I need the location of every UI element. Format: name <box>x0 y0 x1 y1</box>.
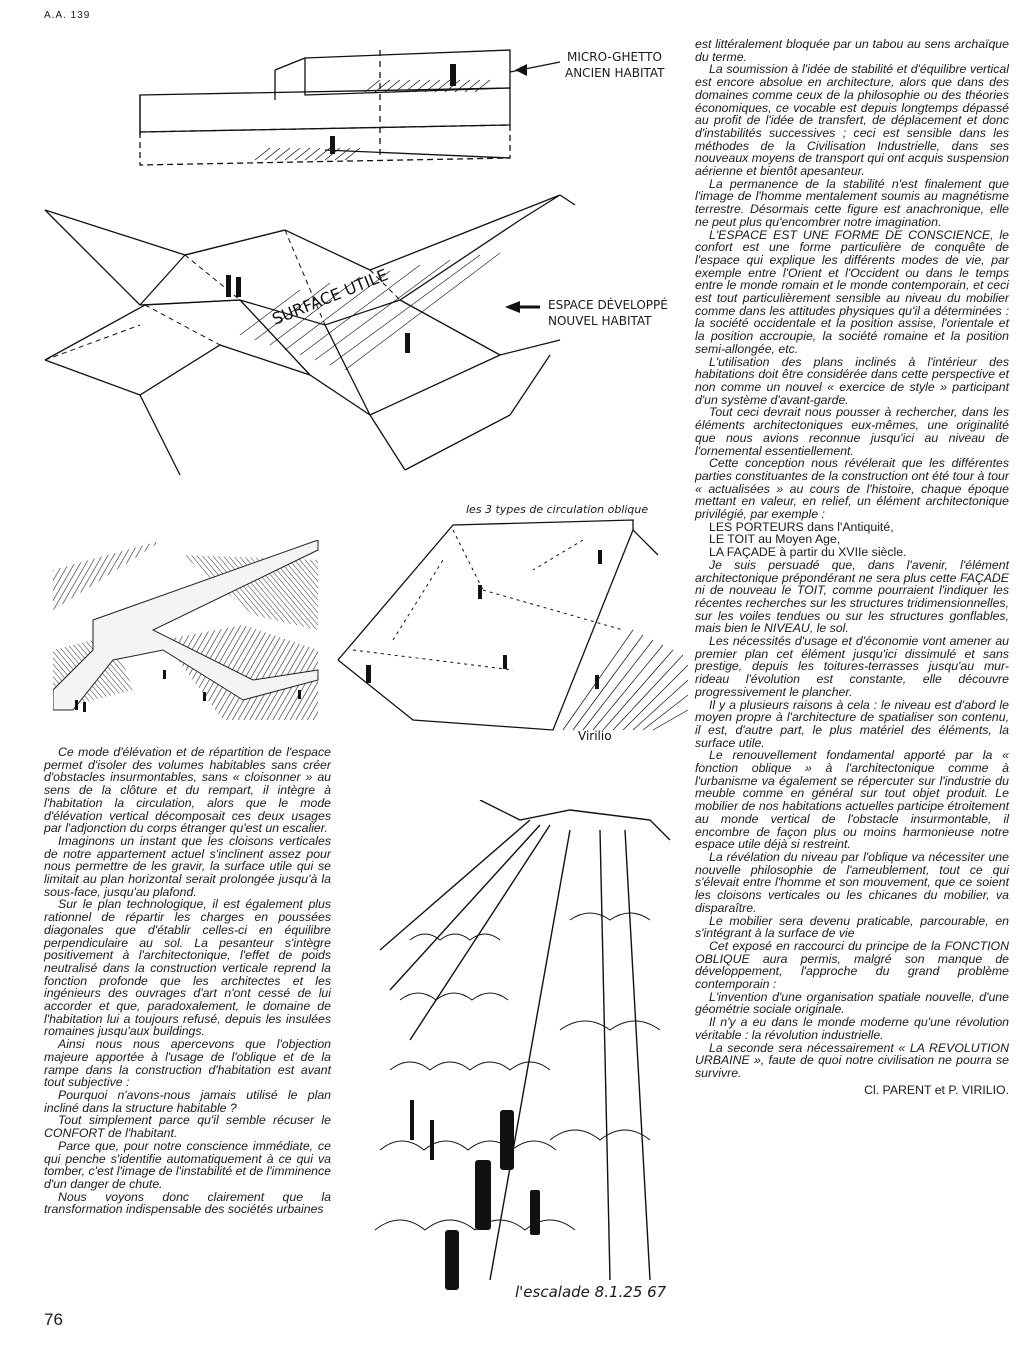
paragraph: Il n'y a eu dans le monde moderne qu'une révolution véritable : la révolution industrielle. <box>695 1015 1009 1042</box>
list-item: LA FAÇADE à partir du XVIIe siècle. <box>709 545 907 560</box>
developed-space-label-line1: ESPACE DÉVELOPPÉ <box>548 298 668 312</box>
paragraph: Je suis persuadé que, dans l'avenir, l'élément architectonique prépondérant ne sera plus cette FAÇADE ni de nouveau le TOIT, comme pourraient l'indiquer les récentes recherches sur les structures tridimensionnelles, sur les voiles tendues ou sur les structures gonflables, mais bien le NIVEAU, le sol. <box>695 557 1009 636</box>
escalade-caption: l'escalade 8.1.25 67 <box>515 1283 667 1301</box>
paragraph: La permanence de la stabilité n'est finalement que l'image de l'homme mentalement soumis au magnétisme terrestre. Désormais cette figure est anachronique, elle ne peut plus qu'encombrer notre imagination. <box>695 176 1009 229</box>
aerial-cross-sketch <box>53 540 323 735</box>
paragraph: Tout simplement parce qu'il semble récuser le CONFORT de l'habitant. <box>44 1113 331 1141</box>
paragraph: Cet exposé en raccourci du principe de la FONCTION OBLIQUE aura permis, malgré son manque de développement, l'approche du grand problème contemporain : <box>695 938 1009 992</box>
authors-signature: Cl. PARENT et P. VIRILIO. <box>864 1082 1009 1097</box>
paragraph: La seconde sera nécessairement « LA REVOLUTION URBAINE », faute de quoi notre civilisation ne pourra se survivre. <box>695 1040 1009 1080</box>
paragraph: Sur le plan technologique, il est également plus rationnel de répartir les charges en poussées diagonales que d'établir celles-ci en équilibre perpendiculaire au sol. La pesanteur s'intègre positivement à l'architectonique, l'effet de poids neutralisé dans la construction verticale reprend la fonction profonde que les architectes et les ingénieurs des ouvrages d'art n'ont cessé de lui accorder et que, paradoxalement, le domaine de l'habitation lui a toujours refusé, depuis les insulées romaines jusqu'aux buildings. <box>44 897 331 1039</box>
paragraph: Ce mode d'élévation et de répartition de l'espace permet d'isoler des volumes habitables sans créer d'obstacles insurmontables, sans « cloisonner » au sens de la clôture et du rempart, il intègre à l'habitation la circulation, alors que le mode d'élévation vertical décomposait ces deux usages par l'adjonction du corps étranger qu'est un escalier. <box>44 745 331 836</box>
micro-ghetto-label-line1: MICRO-GHETTO <box>567 50 662 64</box>
paragraph: Parce que, pour notre conscience immédiate, ce qui penche s'identifie automatiquement à ce qui va tomber, c'est l'image de l'instabilité et de l'imminence d'un danger de chute. <box>44 1138 331 1191</box>
left-text-column <box>44 746 331 1216</box>
paragraph: Imaginons un instant que les cloisons verticales de notre appartement actuel s'inclinent assez pour nous permettre de les gravir, la surface utile qui se limitait au plan horizontal serait prolongée jusqu'à la sous-face, jusqu'au plafond. <box>44 833 331 899</box>
page-header: A.A. 139 <box>44 10 91 21</box>
paragraph: La révélation du niveau par l'oblique va nécessiter une nouvelle philosophie de l'ameublement, tout ce qui s'élevait entre l'homme et son mouvement, que ce soient les cloisons verticales ou les chicanes du mobilier, va disparaître. <box>695 850 1009 915</box>
oblique-sketch-caption: les 3 types de circulation oblique <box>466 503 649 516</box>
paragraph: La soumission à l'idée de stabilité et d'équilibre vertical est encore absolue en architecture, alors que dans des domaines comme ceux de la philosophie ou des théories économiques, ce vocable est depuis longtemps dépassé au profit de l'idée de transfert, de déplacement et donc d'instabilités successives ; ceci est sensible dans les méthodes de la Civilisation Industrielle, dans ses nouveaux moyens de transport qui ont acquis suspension aérienne et bientôt apesanteur. <box>695 62 1009 179</box>
surface-utile-label: SURFACE UTILE <box>269 265 391 329</box>
list-item: LES PORTEURS dans l'Antiquité, <box>709 519 894 534</box>
paragraph: Nous voyons donc clairement que la transformation indispensable des sociétés urbaines <box>44 1189 331 1217</box>
oblique-sketch-signature: Virilio <box>578 729 612 743</box>
oblique-circulation-sketch <box>333 500 693 750</box>
escalade-sketch <box>370 800 690 1310</box>
developed-space-label-line2: NOUVEL HABITAT <box>548 314 652 328</box>
paragraph: Tout ceci devrait nous pousser à rechercher, dans les éléments architectoniques eux-mêmes, une originalité que nous avions reconnue jusqu'ici au niveau de l'ornemental essentiellement. <box>695 405 1009 458</box>
paragraph: Le mobilier sera devenu praticable, parcourable, en s'intégrant à la surface de vie <box>695 913 1009 941</box>
paragraph: L'ESPACE EST UNE FORME DE CONSCIENCE, le confort est une forme particulière de conquête de l'espace qui explique les différents modes de vie, par exemple entre l'Orient et l'Occident ou dans le temps entre le monde romain et le monde contemporain, et ceci est tout particulièrement sensible au niveau du mobilier comme dans les attitudes physiques qu'il a déterminées : la société occidentale et la position assise, l'orientale et la position accroupie, la société romaine et la position semi-allongée, etc. <box>695 227 1009 356</box>
paragraph: L'invention d'une organisation spatiale nouvelle, d'une géométrie sociale originale. <box>695 989 1009 1017</box>
paragraph: est littéralement bloquée par un tabou au sens archaïque du terme. <box>695 37 1009 64</box>
paragraph: Le renouvellement fondamental apporté par la « fonction oblique » à l'architectonique comme à l'urbanisme va également se répercuter sur l'industrie du meuble comme en général sur tout objet produit. Le mobilier de nos habitations actuelles participe étroitement au monde vertical de l'obstacle insurmontable, il encombre de façon plus ou moins harmonieuse notre espace utile déjà si restreint. <box>695 748 1009 852</box>
paragraph: Ainsi nous nous apercevons que l'objection majeure apportée à l'usage de l'oblique et de la rampe dans la construction d'habitation est avant tout subjective : <box>44 1037 331 1090</box>
page-number: 76 <box>44 1310 63 1329</box>
paragraph: Pourquoi n'avons-nous jamais utilisé le plan incliné dans la structure habitable ? <box>44 1087 331 1115</box>
list-item: LE TOIT au Moyen Age, <box>709 532 841 547</box>
micro-ghetto-label-line2: ANCIEN HABITAT <box>565 66 665 80</box>
developed-space-sketch <box>40 185 690 485</box>
paragraph: Les nécessités d'usage et d'économie vont amener au premier plan cet élément jusqu'ici dissimulé et sans prestige, depuis les toitures-terrasses jusqu'au mur-rideau l'évolution est constante, elle découvre progressivement le plancher. <box>695 634 1009 699</box>
paragraph: Il y a plusieurs raisons à cela : le niveau est d'abord le moyen propre à l'architecture de spatialiser son contenu, il est, d'autre part, le plus matériel des éléments, la surface utile. <box>695 697 1009 750</box>
paragraph: L'utilisation des plans inclinés à l'intérieur des habitations doit être considérée dans cette perspective et non comme un nouvel « exercice de style » participant d'un système d'avant-garde. <box>695 354 1009 407</box>
paragraph: Cette conception nous révélerait que les différentes parties constituantes de la construction ont été tour à tour « actualisées » au cours de l'histoire, chaque époque mettant en valeur, en relief, un élément architectonique privilégié, par exemple : <box>695 456 1009 522</box>
right-text-column <box>695 38 1009 1096</box>
